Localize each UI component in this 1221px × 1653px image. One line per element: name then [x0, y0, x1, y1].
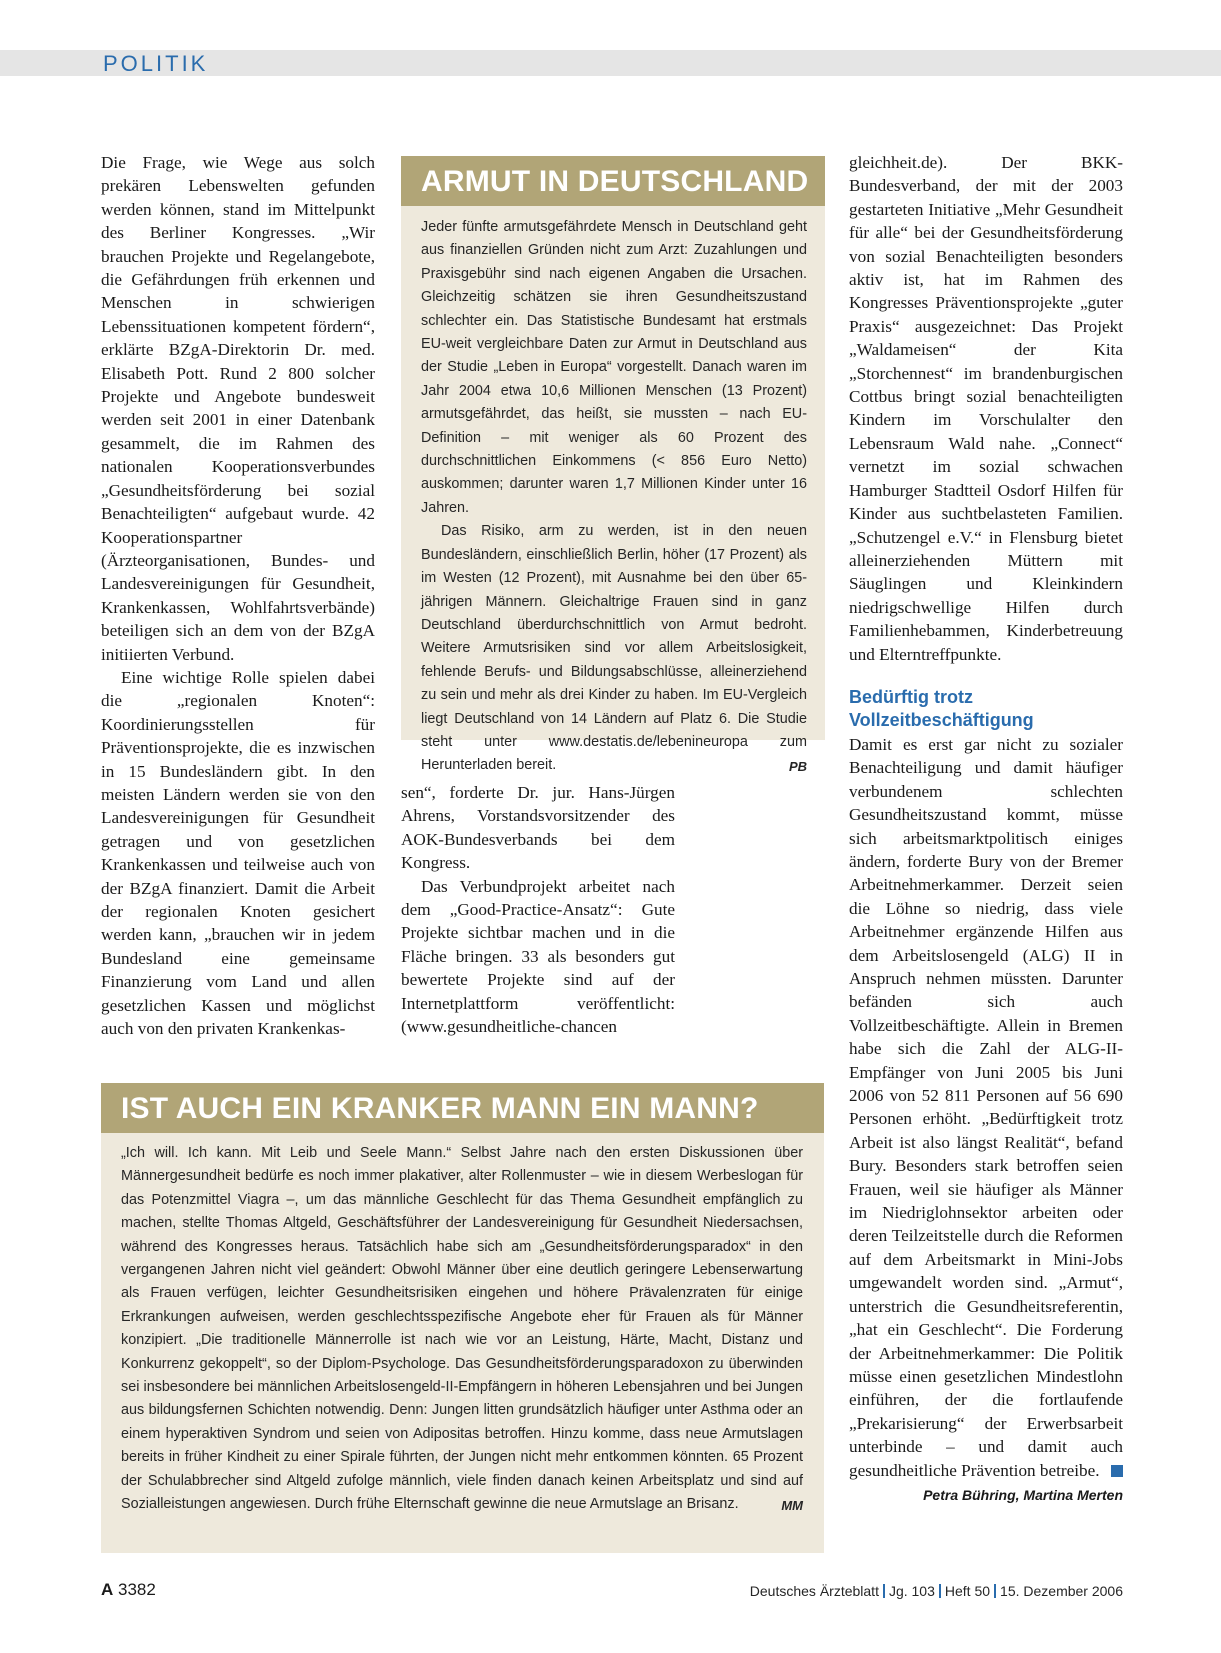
mann-info-box — [101, 1083, 824, 1553]
journal-volume: Jg. 103 — [888, 1583, 935, 1599]
armut-paragraph-1: Jeder fünfte armutsgefährdete Mensch in Deutschland geht aus finanziellen Gründen nicht zum Arzt: Zuzahlungen und Praxisgebühr sind nach eigenen Angaben die Ursachen. Gleichzeitig schätzen sie ihren Gesundheitszustand schlechter ein. Das Statistische Bundesamt hat erstmals EU-weit vergleichbare Daten zur Armut in Deutschland aus der Studie „Leben in Europa“ vorgestellt. Danach waren im Jahr 2004 etwa 10,6 Millionen Menschen (13 Prozent) armutsgefährdet, das heißt, sie mussten – nach EU-Definition – mit weniger als 60 Prozent des durchschnittlichen Einkommens (< 856 Euro Netto) auskommen; darunter waren 1,7 Millionen Kinder unter 16 Jahren. — [421, 219, 807, 516]
right-column — [849, 151, 1123, 1505]
separator — [939, 1584, 941, 1598]
journal-name: Deutsches Ärzteblatt — [749, 1583, 879, 1599]
journal-info — [750, 1583, 1123, 1599]
armut-box-body — [401, 206, 825, 778]
middle-paragraph-1: sen“, forderte Dr. jur. Hans-Jürgen Ahrens, Vorstandsvorsitzender des AOK-Bundesverbands bei dem Kongress. — [401, 783, 675, 873]
journal-issue: Heft 50 — [944, 1583, 991, 1599]
mann-paragraph-1-text: „Ich will. Ich kann. Mit Leib und Seele Mann.“ Selbst Jahre nach den ersten Diskussionen über Männergesundheit bedürfe es noch immer plakativer, alter Rollenmuster – wie in diesem Werbeslogan für das Potenzmittel Viagra –, um das männliche Geschlecht für das Thema Gesundheit empfänglich zu machen, stellte Thomas Altgeld, Geschäftsführer der Landesvereinigung für Gesundheit Niedersachsen, während des Kongresses heraus. Tatsächlich habe sich am „Gesundheitsförderungsparadox“ in den vergangenen Jahren nicht viel geändert: Obwohl Männer über eine deutlich geringere Lebenserwartung als Frauen verfügen, leichter Gesundheitsrisiken eingehen und höhere Prävalenzraten für einige Erkrankungen aufweisen, werden geschlechtsspezifische Angebote eher für Frauen als für Männer konzipiert. „Die traditionelle Männerrolle ist nach wie vor an Leistung, Härte, Macht, Distanz und Konkurrenz gekoppelt“, so der Diplom-Psychologe. Das Gesundheitsförderungsparadoxon zu überwinden sei insbesondere bei männlichen Arbeitslosengeld-II-Empfängern in höheren Lebensjahren und bei Jungen aus bildungsfernen Schichten notwendig. Denn: Jungen litten grundsätzlich häufiger unter Asthma oder an einem hyperaktiven Syndrom und seien von Adipositas betroffen. Hinzu komme, dass neue Armutslagen bereits in früher Kindheit zu einer Spirale führten, der Jungen nicht mehr entkommen könnten. 65 Prozent der Schulabbrecher sind Altgeld zufolge männlich, viele finden danach keinen Arbeitsplatz und sind auf Sozialleistungen angewiesen. Durch frühe Elternschaft gewinne die neue Armutslage an Brisanz. — [121, 1145, 803, 1513]
page-prefix: A — [101, 1580, 114, 1599]
right-subheading — [849, 686, 1123, 732]
middle-paragraph-2: Das Verbundprojekt arbeitet nach dem „Good-Practice-Ansatz“: Gute Projekte sichtbar machen und in die Fläche bringen. 33 als besonders gut bewertete Projekte sind auf der Internetplattform veröffentlicht: (www.gesundheitliche-chancen — [401, 876, 675, 1037]
armut-box-title: ARMUT IN DEUTSCHLAND — [401, 156, 825, 206]
armut-info-box — [401, 156, 825, 775]
left-paragraph-1: Die Frage, wie Wege aus solch prekären Lebenswelten gefunden werden können, stand im Mittelpunkt des Berliner Kongresses. „Wir brauchen Projekte und Regelangebote, die Gefährdungen früh erkennen und Menschen in schwierigen Lebenssituationen kompetent fördern“, erklärte BZgA-Direktorin Dr. med. Elisabeth Pott. Rund 2 800 solcher Projekte und Angebote bundesweit werden seit 2001 in einer Datenbank gesammelt, die im Rahmen des nationalen Kooperationsverbundes „Gesundheitsförderung bei sozial Benachteiligten“ aufgebaut wurde. 42 Kooperationspartner (Ärzteorganisationen, Bundes- und Landesvereinigungen für Gesundheit, Krankenkassen, Wohlfahrtsverbände) beteiligen sich an dem von der BZgA initiierten Verbund. — [101, 153, 375, 664]
right-paragraph-1: gleichheit.de). Der BKK-Bundesverband, der mit der 2003 gestarteten Initiative „Mehr Gesundheit für alle“ bei der Gesundheitsförderung von sozial Benachteiligten besonders aktiv ist, hat im Rahmen des Kongresses Präventionsprojekte „guter Praxis“ ausgezeichnet: Das Projekt „Waldameisen“ der Kita „Storchennest“ im brandenburgischen Cottbus bringt sozial benachteiligten Kindern im Vorschulalter den Lebensraum Wald nahe. „Connect“ vernetzt im sozial schwachen Hamburger Stadtteil Osdorf Hilfen für Kinder aus suchtbelasteten Familien. „Schutzengel e.V.“ in Flensburg bietet alleinerziehenden Müttern mit Säuglingen und Kleinkindern niedrigschwellige Hilfen durch Familienhebammen, Kinderbetreuung und Elterntreffpunkte. — [849, 153, 1123, 664]
right-paragraph-2 — [849, 733, 1123, 1482]
journal-date: 15. Dezember 2006 — [1000, 1583, 1123, 1599]
mann-signature: MM — [781, 1498, 803, 1514]
subheading-line-2: Vollzeitbeschäftigung — [849, 709, 1034, 730]
section-label: POLITIK — [103, 51, 209, 76]
page-number — [101, 1580, 156, 1600]
right-paragraph-2-text: Damit es erst gar nicht zu sozialer Benachteiligung und damit häufiger verbundenem schlechten Gesundheitszustand kommt, müsse sich arbeitsmarktpolitisch einiges ändern, forderte Bury von der Bremer Arbeitnehmerkammer. Derzeit seien die Löhne so niedrig, dass viele Arbeitnehmer ergänzende Hilfen aus dem Arbeitslosengeld (ALG) II in Anspruch nehmen müssten. Darunter befänden sich auch Vollzeitbeschäftigte. Allein in Bremen habe sich die Zahl der ALG-II-Empfänger von Juni 2005 bis Juni 2006 von 52 811 Personen auf 56 690 Personen erhöht. „Bedürftigkeit trotz Arbeit ist also längst Realität“, befand Bury. Besonders stark betroffen seien Frauen, weil sie häufiger als Männer im Niedriglohnsektor arbeiten oder deren Teilzeitstelle durch die Reformen auf dem Arbeitsmarkt in Mini-Jobs umgewandelt worden sind. „Armut“, unterstrich die Gesundheitsreferentin, „hat ein Geschlecht“. Die Forderung der Arbeitnehmerkammer: Die Politik müsse einen gesetzlichen Mindestlohn einführen, der die fortlaufende „Prekarisierung“ der Erwerbsarbeit unterbinde – und damit auch gesundheitliche Prävention betreibe. — [849, 734, 1123, 1480]
mann-paragraph-1 — [121, 1142, 803, 1517]
separator — [994, 1584, 996, 1598]
subheading-line-1: Bedürftig trotz — [849, 686, 973, 707]
mann-box-title: IST AUCH EIN KRANKER MANN EIN MANN? — [101, 1083, 824, 1133]
page-number-value: 3382 — [118, 1580, 156, 1599]
article-authors: Petra Bühring, Martina Merten — [923, 1486, 1123, 1503]
armut-paragraph-2-text: Das Risiko, arm zu werden, ist in den neuen Bundesländern, einschließlich Berlin, höher (17 Prozent) als im Westen (12 Prozent), mit Ausnahme bei den über 65-jährigen Männern. Gleichaltrige Frauen sind in ganz Deutschland überdurchschnittlich von Armut bedroht. Weitere Armutsrisiken sind vor allem Arbeitslosigkeit, fehlende Berufs- und Bildungsabschlüsse, alleinerziehend zu sein und mehr als drei Kinder zu haben. Im EU-Vergleich liegt Deutschland von 14 Ländern auf Platz 6. Die Studie steht unter www.destatis.de/lebenineuropa zum Herunterladen bereit. — [421, 523, 807, 774]
mann-box-body — [101, 1133, 824, 1517]
left-column — [101, 151, 375, 1040]
armut-signature: PB — [788, 759, 807, 775]
left-paragraph-2: Eine wichtige Rolle spielen dabei die „regionalen Knoten“: Koordinierungsstellen für Präventionsprojekte, die es inzwischen in 15 Bundesländern gibt. In den meisten Ländern werden sie von den Landesvereinigungen für Gesundheit getragen und von gesetzlichen Krankenkassen und teilweise auch von der BZgA finanziert. Damit die Arbeit der regionalen Knoten gesichert werden kann, „brauchen wir in jedem Bundesland eine gemeinsame Finanzierung vom Land und allen gesetzlichen Kassen und möglichst auch von den privaten Krankenkas- — [101, 667, 375, 1039]
end-of-article-square-icon — [1111, 1465, 1123, 1477]
armut-paragraph-2 — [421, 520, 807, 777]
separator — [883, 1584, 885, 1598]
middle-column — [401, 781, 675, 1038]
